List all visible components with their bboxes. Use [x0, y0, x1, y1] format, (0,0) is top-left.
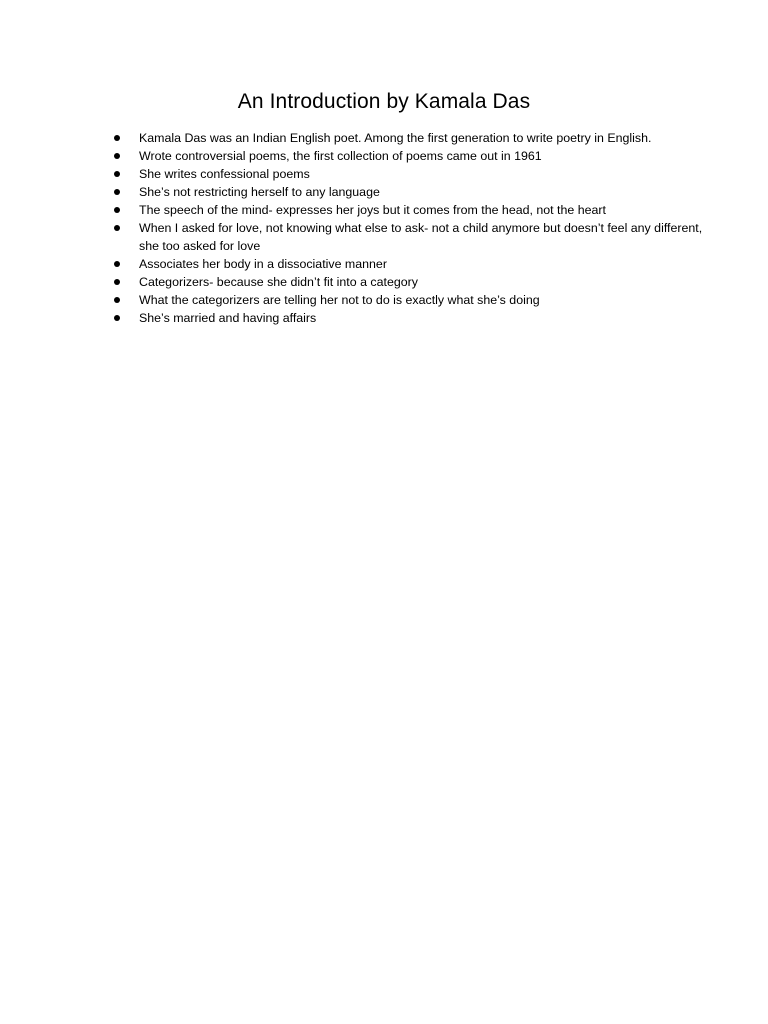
bullet-list [112, 129, 712, 327]
list-item [112, 273, 712, 291]
bullet-icon [114, 189, 120, 195]
bullet-icon [114, 171, 120, 177]
list-item [112, 147, 712, 165]
bullet-icon [114, 153, 120, 159]
list-item-text: The speech of the mind- expresses her joys but it comes from the head, not the heart [139, 203, 606, 217]
bullet-icon [114, 261, 120, 267]
list-item-text: Associates her body in a dissociative manner [139, 257, 387, 271]
list-item-text: Wrote controversial poems, the first collection of poems came out in 1961 [139, 149, 542, 163]
list-item [112, 165, 712, 183]
document-title: An Introduction by Kamala Das [237, 90, 531, 113]
bullet-icon [114, 225, 120, 231]
list-item [112, 291, 712, 309]
list-item-text: She’s not restricting herself to any language [139, 185, 380, 199]
list-item-text: She’s married and having affairs [139, 311, 317, 325]
bullet-icon [114, 135, 120, 141]
list-item-text: Kamala Das was an Indian English poet. Among the first generation to write poetry in English. [139, 131, 652, 145]
list-item-text: Categorizers- because she didn’t fit into a category [139, 275, 418, 289]
bullet-icon [114, 279, 120, 285]
list-item [112, 201, 712, 219]
list-item [112, 219, 712, 255]
bullet-icon [114, 297, 120, 303]
list-item [112, 129, 712, 147]
list-item [112, 183, 712, 201]
list-item [112, 255, 712, 273]
bullet-icon [114, 207, 120, 213]
list-item-text: She writes confessional poems [139, 167, 310, 181]
list-item-text: When I asked for love, not knowing what else to ask- not a child anymore but doesn’t feel any different, she too asked for love [139, 221, 703, 253]
list-item-text: What the categorizers are telling her not to do is exactly what she’s doing [139, 293, 540, 307]
list-item [112, 309, 712, 327]
bullet-icon [114, 315, 120, 321]
